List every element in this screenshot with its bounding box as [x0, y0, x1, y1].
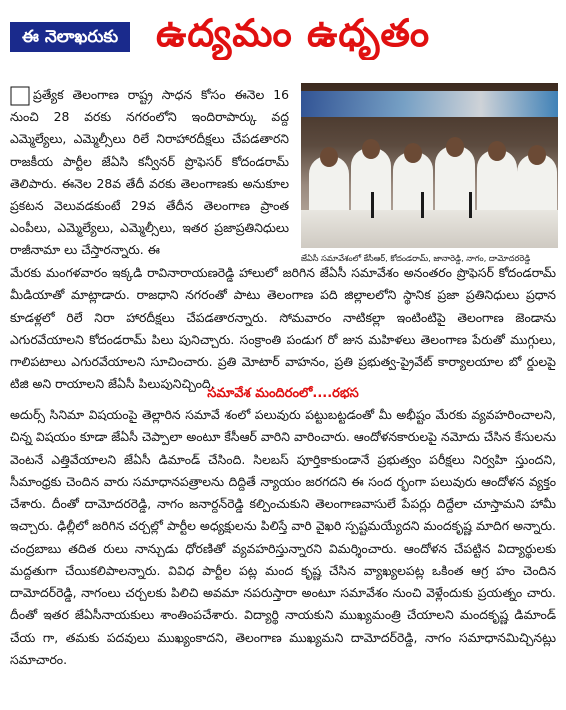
microphone-icon — [469, 192, 472, 218]
photo-person-head — [528, 145, 546, 165]
lede-text: ప్రత్యేక తెలంగాణ రాష్ట్ర సాధన కోసం ఈనెల 16 నుంచి 28 వరకు నగరంలోని ఇందిరాపార్కు వద్ద ఎమ్మెల్యేలు, ఎమ్మెల్సీలు రిలే నిరాహారదీక్షలు చేపడతారని రాజకీయ పార్టీల జేఏసి కన్వీనర్ ప్రొఫెసర్ కోదండరామ్ తెలిపారు. ఈనెల 28వ తేదీ వరకు తెలంగాణకు అనుకూల ప్రకటన వెలువడకుంటే 29వ తేదీన తెలంగాణ ప్రాంత ఎంపీలు, ఎమ్మెల్యేలు, ఎమ్మెల్సీలు, ఇతర ప్రజాప్రతినిధులు రాజీనామా లు చేస్తారన్నారు. ఈ — [10, 87, 289, 258]
body-paragraph-2: అదుర్స్ సినిమా విషయంపై తెల్లారిన సమావే శంలో పలువురు పట్టుబట్టడంతో మీ అభీష్టం మేరకు వ్యవహరించాలని, చిన్న విషయం కూడా జేఏసీ చెప్పాలా అంటూ కేసీఆర్ వారిని వారించారు. ఆందోళనకారులపై నమోదు చేసిన కేసులను వెంటనే ఎత్తివేయాలని జేఏసీ డిమాండ్ చేసింది. సిలబస్ పూర్తికాకుండానే ప్రభుత్వం పరీక్షలు నిర్వహి స్తుందని, సీమాంధ్రకు చెందిన వారు సమాధానపత్రాలను దిద్దితే న్యాయం జరగదని ఈ సంద ర్భంగా పలువురు ఆందోళన వ్యక్తం చేశారు. దీంతో దామోదరరెడ్డి, నాగం జనార్దన్‌రెడ్డి కల్పించుకుని తెలంగాణవాసులే పేపర్లు దిద్దేలా చూస్తామని హామీ ఇచ్చారు. ఢిల్లీలో జరిగిన చర్చల్లో పార్టీల అధ్యక్షులను పిలిస్తే వారి వైఖరి స్పష్టమయ్యేదని మందకృష్ణ మాదిగ అన్నారు. చంద్రబాబు తదిత రులు నాన్చుడు ధోరణితో వ్యవహరిస్తున్నారని విమర్శించారు. ఆందోళన చేపట్టిన విద్యార్థులకు మద్దతుగా చేయికలిపాలన్నారు. వివిధ పార్టీల పట్ల మంద కృష్ణ చేసిన వ్యాఖ్యలపట్ల ఒకింత ఆగ్ర హం చెందిన దామోదర్‌రెడ్డి, నాగంలు చర్చలకు పిలిచి అవమా నపరుస్తారా అంటూ సమావేశం నుంచి వెళ్లేందుకు ప్రయత్నం చారు. దీంతో ఇతర జేఏసీనాయకులు శాంతింపచేశారు. విద్యార్థి నాయకుని ముఖ్యమంత్రి చేయాలని మందకృష్ణ డిమాండ్ చేయ గా, తమకు పదవులు ముఖ్యంకాదని, తెలంగాణ ముఖ్యమని దామోదర్‌రెడ్డి, నాగం సమాధానమిచ్చినట్లు సమాచారం. — [10, 407, 556, 667]
photo-person-head — [488, 141, 506, 161]
photo-person-head — [446, 137, 464, 157]
photo-table — [301, 210, 558, 248]
headline: ఉద్యమం ఉధృతం — [156, 11, 431, 55]
lede-paragraph — [10, 84, 289, 262]
dropcap-box-icon — [10, 86, 30, 106]
body-paragraph-1: మేరకు మంగళవారం ఇక్కడి రావినారాయణరెడ్డి హాలులో జరిగిన జేఏసీ సమావేశం అనంతరం ప్రొఫెసర్ కోదండరామ్ మీడియాతో మాట్లాడారు. రాజధాని నగరంతో పాటు తెలంగాణ పది జిల్లాలలోని స్థానిక ప్రజా ప్రతినిధులు ప్రధాన కూడళ్లలో రిలే నిరా హారదీక్షలు చేపడతారన్నారు. సోమవారం నాటికల్లా ఇంటింటిపై తెలంగాణ జెండాను ఎగురవేయాలని కోదండరామ్ పిలు పునిచ్చారు. సంక్రాంతి పండుగ రో జున మహిళలు తెలంగాణ పేరుతో ముగ్గులు, గాలిపటాలు ఎగురవేయాలని సూచించారు. ప్రతి మోటార్ వాహనం, ప్రతి ప్రభుత్వ-ప్రైవేట్ కార్యాలయాల బో ర్డులపై టిజి అని రాయాలని జేఏసీ పిలుపునిచ్చింది. — [10, 265, 556, 392]
press-meet-photo — [301, 83, 558, 248]
kicker-label: ఈ నెలాఖరుకు — [10, 22, 130, 52]
news-photo-block — [301, 83, 558, 267]
photo-backdrop-banner — [301, 91, 558, 117]
photo-person-head — [362, 139, 380, 159]
page-header — [0, 0, 566, 66]
photo-person-head — [404, 143, 422, 163]
microphone-icon — [371, 192, 374, 218]
section-subhead: సమావేశ మందిరంలో....రభస — [207, 386, 359, 401]
microphone-icon — [421, 192, 424, 218]
photo-caption: జేఏసీ సమావేశంలో కేసీఆర్, కోదండరామ్, జానారెడ్డి, నాగం, దామోదరరెడ్డి — [301, 253, 531, 263]
photo-person-head — [320, 147, 338, 167]
